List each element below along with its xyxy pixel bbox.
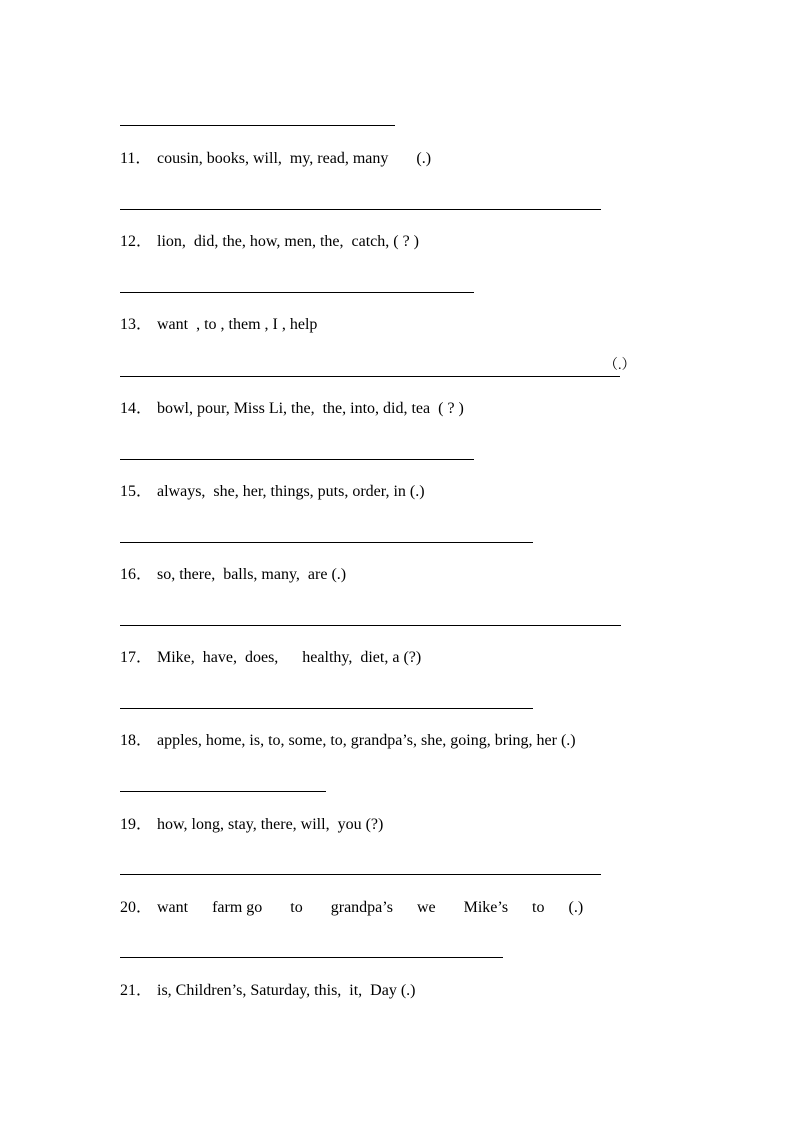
answer-line-14 <box>120 459 474 460</box>
question-words: cousin, books, will, my, read, many (.) <box>157 150 432 167</box>
question-words: apples, home, is, to, some, to, grandpa’s, she, going, bring, her (.) <box>157 732 576 749</box>
question-12 <box>120 232 419 252</box>
answer-suffix-13: （.） <box>604 358 636 373</box>
answer-line-17 <box>120 708 533 709</box>
answer-line-11 <box>120 209 601 210</box>
question-11 <box>120 149 431 169</box>
question-words: always, she, her, things, puts, order, in (.) <box>157 483 425 500</box>
answer-line-16 <box>120 625 621 626</box>
question-number: 12． <box>120 233 153 250</box>
question-number: 20． <box>120 899 153 916</box>
question-words: bowl, pour, Miss Li, the, the, into, did, tea ( ? ) <box>157 400 464 417</box>
question-number: 15． <box>120 483 153 500</box>
question-13 <box>120 315 317 335</box>
question-16 <box>120 565 346 585</box>
question-21 <box>120 981 416 1001</box>
question-number: 19． <box>120 816 153 833</box>
question-words: is, Children’s, Saturday, this, it, Day (.) <box>157 982 416 999</box>
question-number: 21． <box>120 982 153 999</box>
question-words: how, long, stay, there, will, you (?) <box>157 816 384 833</box>
question-number: 13． <box>120 316 153 333</box>
question-words: so, there, balls, many, are (.) <box>157 566 347 583</box>
answer-line-13 <box>120 376 620 377</box>
question-19 <box>120 815 383 835</box>
question-20 <box>120 898 583 918</box>
answer-line-15 <box>120 542 533 543</box>
question-words: lion, did, the, how, men, the, catch, ( ? ) <box>157 233 419 250</box>
question-number: 18． <box>120 732 153 749</box>
question-18 <box>120 731 576 751</box>
question-number: 14． <box>120 400 153 417</box>
question-17 <box>120 648 421 668</box>
answer-line-20 <box>120 957 503 958</box>
answer-line-18 <box>120 791 326 792</box>
question-14 <box>120 399 464 419</box>
question-15 <box>120 482 425 502</box>
question-number: 16． <box>120 566 153 583</box>
question-number: 11． <box>120 150 152 167</box>
question-number: 17． <box>120 649 153 666</box>
answer-line-19 <box>120 874 601 875</box>
answer-line-12 <box>120 292 474 293</box>
question-words: want , to , them , I , help <box>157 316 318 333</box>
question-words: want farm go to grandpa’s we Mike’s to (.) <box>157 899 584 916</box>
answer-line-10 <box>120 125 395 126</box>
question-words: Mike, have, does, healthy, diet, a (?) <box>157 649 422 666</box>
